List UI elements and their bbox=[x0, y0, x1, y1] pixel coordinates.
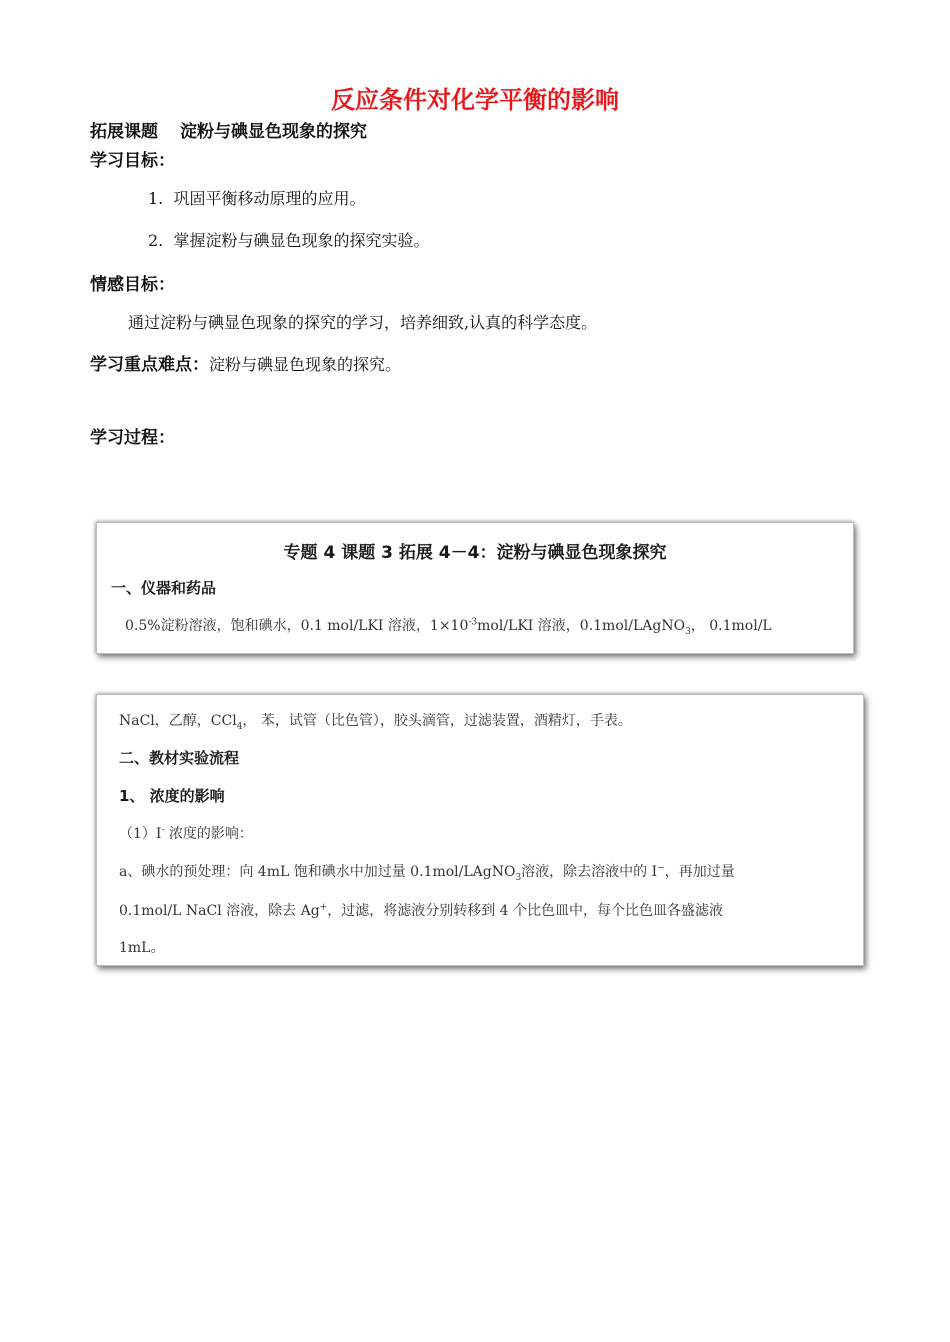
text-part: 溶液，除去溶液中的 I bbox=[521, 864, 658, 880]
section-heading-2: 二、教材实验流程 bbox=[119, 749, 240, 767]
superscript: + bbox=[319, 902, 328, 913]
text-part: a、碘水的预处理：向 4mL 饱和碘水中加过量 0.1mol/LAgNO bbox=[119, 864, 516, 880]
subscript: 3 bbox=[685, 626, 691, 637]
topic-value: 淀粉与碘显色现象的探究 bbox=[180, 122, 367, 142]
text-part: ，过滤，将滤液分别转移到 4 个比色皿中，每个比色皿各盛滤液 bbox=[327, 903, 724, 919]
process-heading: 学习过程： bbox=[90, 428, 175, 448]
page-title: 反应条件对化学平衡的影响 bbox=[331, 86, 619, 114]
subsubsection-heading bbox=[119, 823, 253, 843]
procedure-line-1 bbox=[119, 861, 735, 883]
emotion-text: 通过淀粉与碘显色现象的探究的学习，培养细致,认真的科学态度。 bbox=[128, 313, 598, 332]
topic-label: 拓展课题 bbox=[90, 122, 158, 142]
text-part: 0.1mol/L NaCl 溶液，除去 Ag bbox=[119, 903, 320, 919]
panel-title: 专题 4 课题 3 拓展 4－4：淀粉与碘显色现象探究 bbox=[283, 543, 667, 563]
keypoint-label: 学习重点难点： bbox=[90, 355, 209, 375]
objective-num: 2. bbox=[148, 231, 164, 250]
superscript: -3 bbox=[468, 617, 478, 628]
objective-item-2 bbox=[148, 228, 429, 251]
procedure-line-3: 1mL。 bbox=[119, 940, 165, 956]
text-part: 浓度的影响： bbox=[164, 826, 253, 842]
text-part: ，再加过量 bbox=[664, 864, 735, 880]
emotion-heading: 情感目标： bbox=[90, 275, 175, 295]
superscript: - bbox=[161, 825, 165, 836]
subscript: 3 bbox=[515, 872, 522, 883]
objective-num: 1. bbox=[148, 189, 164, 208]
objective-text: 巩固平衡移动原理的应用。 bbox=[173, 189, 366, 208]
text-part: 0.5%淀粉溶液，饱和碘水，0.1 mol/LKI 溶液，1×10 bbox=[125, 618, 469, 634]
text-part: NaCl，乙醇，CCl bbox=[119, 713, 237, 729]
experiment-panel-2 bbox=[96, 694, 864, 966]
text-part: ， 苯，试管（比色管），胶头滴管，过滤装置，酒精灯，手表。 bbox=[242, 713, 632, 729]
keypoint-text: 淀粉与碘显色现象的探究。 bbox=[209, 355, 402, 374]
keypoint-line bbox=[90, 350, 401, 375]
section-heading: 一、仪器和药品 bbox=[111, 579, 217, 597]
subscript: 4 bbox=[236, 721, 243, 732]
procedure-line-2 bbox=[119, 900, 723, 920]
objectives-heading: 学习目标： bbox=[90, 151, 175, 171]
superscript: − bbox=[657, 863, 665, 874]
objective-item-1 bbox=[148, 186, 365, 209]
text-part: mol/LKI 溶液，0.1mol/LAgNO bbox=[477, 618, 686, 634]
subsection-heading: 1、 浓度的影响 bbox=[119, 787, 225, 805]
reagents-line-cont bbox=[119, 710, 632, 732]
experiment-panel-1 bbox=[96, 522, 854, 654]
objective-text: 掌握淀粉与碘显色现象的探究实验。 bbox=[173, 231, 430, 250]
text-part: ， 0.1mol/L bbox=[690, 618, 772, 634]
reagents-line bbox=[125, 615, 772, 637]
text-part: （1）I bbox=[119, 826, 162, 842]
topic-line bbox=[90, 117, 367, 142]
